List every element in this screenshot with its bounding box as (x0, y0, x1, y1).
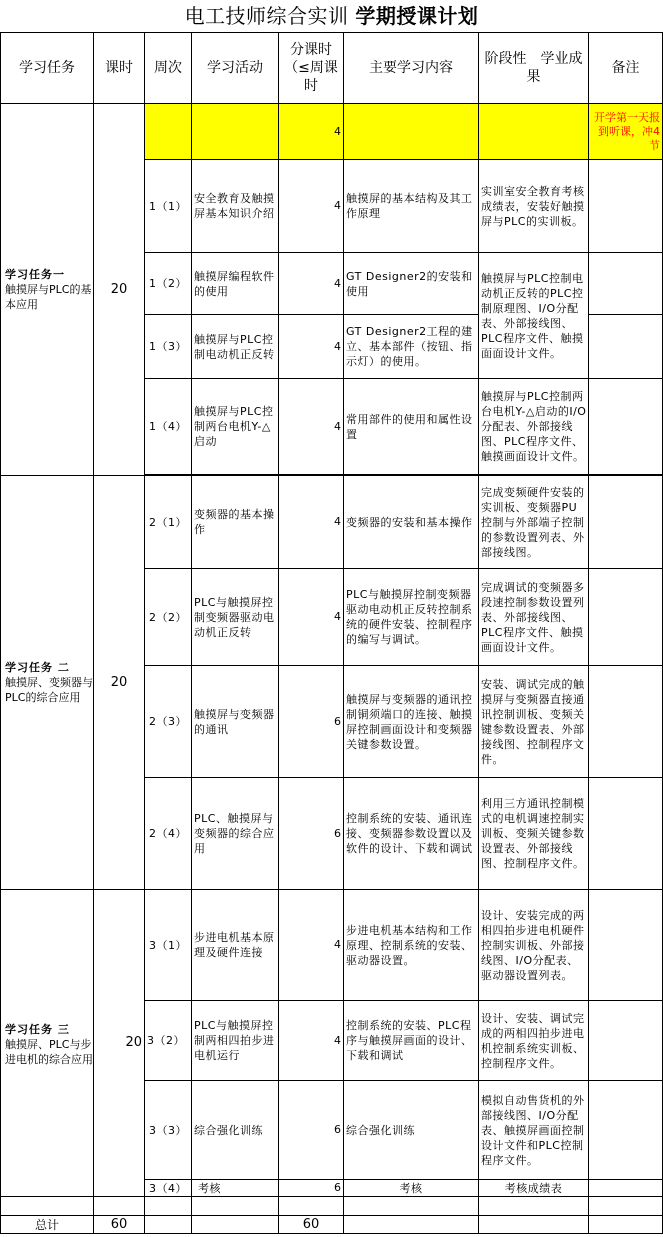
activity-cell: 触摸屏与变频器的通讯 (192, 666, 279, 778)
task-3-title: 学习任务 三 (5, 1023, 70, 1036)
content-cell (344, 1216, 479, 1234)
week-cell: 1（1） (145, 160, 192, 253)
outcome-cell: 完成变频硬件安装的实训板、变频器PU控制与外部端子控制的参数设置列表、外部接线图。 (479, 476, 589, 569)
activity-cell: 触摸屏与PLC控制电动机正反转 (192, 315, 279, 379)
week-cell: 3（1） (145, 890, 192, 1001)
outcome-cell: 模拟自动售货机的外部接线图、I/O分配表、触摸屏画面控制设计文件和PLC控制程序文件。 (479, 1081, 589, 1180)
task-2-subtitle: 触摸屏、变频器与PLC的综合应用 (5, 676, 93, 704)
content-cell: 综合强化训练 (344, 1081, 479, 1180)
sub-hours-cell: 4 (279, 160, 344, 253)
sub-hours-cell: 6 (279, 778, 344, 890)
week-cell: 3（3） (145, 1081, 192, 1180)
task-3-hours: 20 (94, 890, 145, 1197)
header-task: 学习任务 (1, 33, 94, 104)
week-cell: 2（3） (145, 666, 192, 778)
content-cell (344, 104, 479, 160)
sub-hours-cell: 6 (279, 1180, 344, 1197)
remark-cell (589, 1081, 663, 1180)
outcome-cell: 考核成绩表 (479, 1180, 589, 1197)
header-hours: 课时 (94, 33, 145, 104)
header-row (1, 33, 663, 104)
week-cell: 2（2） (145, 569, 192, 666)
page-title (0, 0, 663, 33)
content-cell: GT Designer2的安装和使用 (344, 253, 479, 315)
content-cell: 触摸屏的基本结构及其工作原理 (344, 160, 479, 253)
task-3-subtitle: 触摸屏、PLC与步进电机的综合应用 (5, 1038, 93, 1066)
header-content: 主要学习内容 (344, 33, 479, 104)
outcome-cell (479, 1216, 589, 1234)
header-outcome: 阶段性 学业成果 (479, 33, 589, 104)
activity-cell (192, 1216, 279, 1234)
activity-cell (192, 104, 279, 160)
activity-cell: 步进电机基本原理及硬件连接 (192, 890, 279, 1001)
content-cell: 步进电机基本结构和工作原理、控制系统的安装、驱动器设置。 (344, 890, 479, 1001)
task-2-cell (1, 476, 94, 890)
remark-cell (589, 476, 663, 569)
sub-hours-cell: 4 (279, 379, 344, 475)
outcome-cell: 安装、调试完成的触摸屏与变频器直接通讯控制训板、变频关键参数设置表、外部接线图、控制程序文件。 (479, 666, 589, 778)
header-activity: 学习活动 (192, 33, 279, 104)
content-cell: 触摸屏与变频器的通讯控制铜须端口的连接、触摸屏控制画面设计和变频器关键参数设置。 (344, 666, 479, 778)
week-cell (145, 1216, 192, 1234)
activity-cell: 触摸屏与PLC控制两台电机Y-△启动 (192, 379, 279, 475)
activity-cell: PLC与触摸屏控制两相四拍步进电机运行 (192, 1001, 279, 1081)
activity-cell: 触摸屏编程软件的使用 (192, 253, 279, 315)
table-row-spacer (1, 1197, 663, 1216)
content-cell: 控制系统的安装、通讯连接、变频器参数设置以及软件的设计、下载和调试 (344, 778, 479, 890)
sub-hours-cell: 4 (279, 1001, 344, 1081)
sub-hours-cell: 4 (279, 569, 344, 666)
outcome-cell: 利用三方通讯控制模式的电机调速控制实训板、变频关键参数设置表、外部接线图、控制程序文件。 (479, 778, 589, 890)
total-sub-hours: 60 (279, 1216, 344, 1234)
remark-cell (589, 1180, 663, 1197)
task-1-title: 学习任务一 (5, 268, 65, 281)
total-hours: 60 (94, 1216, 145, 1234)
remark-cell (589, 160, 663, 253)
sub-hours-cell: 6 (279, 666, 344, 778)
remark-cell (589, 569, 663, 666)
activity-cell: PLC、触摸屏与变频器的综合应用 (192, 778, 279, 890)
week-cell: 2（1） (145, 476, 192, 569)
content-cell: 控制系统的安装、PLC程序与触摸屏画面的设计、下载和调试 (344, 1001, 479, 1081)
title-plan: 学期授课计划 (355, 4, 479, 28)
header-sub-hours: 分课时（≤周课时 (279, 33, 344, 104)
sub-hours-cell: 4 (279, 476, 344, 569)
total-label: 总计 (1, 1216, 94, 1234)
table-row (1, 890, 663, 1001)
week-cell: 1（2） (145, 253, 192, 315)
week-cell: 1（4） (145, 379, 192, 475)
task-3-cell (1, 890, 94, 1197)
content-cell: GT Designer2工程的建立、基本部件（按钮、指示灯）的使用。 (344, 315, 479, 379)
sub-hours-cell: 4 (279, 890, 344, 1001)
remark-cell (589, 666, 663, 778)
header-week: 周次 (145, 33, 192, 104)
title-course: 电工技师综合实训 (184, 4, 349, 28)
remark-cell (589, 315, 663, 379)
task-2-hours: 20 (94, 476, 145, 890)
sub-hours-cell: 4 (279, 315, 344, 379)
week-cell: 1（3） (145, 315, 192, 379)
week-cell: 3（2） (145, 1001, 192, 1081)
outcome-cell: 设计、安装、调试完成的两相四拍步进电机控制系统实训板、控制程序文件。 (479, 1001, 589, 1081)
sub-hours-cell: 4 (279, 104, 344, 160)
content-cell: 变频器的安装和基本操作 (344, 476, 479, 569)
content-cell: 常用部件的使用和属性设置 (344, 379, 479, 475)
content-cell: 考核 (344, 1180, 479, 1197)
activity-cell: 安全教育及触摸屏基本知识介绍 (192, 160, 279, 253)
week-cell: 3（4） (145, 1180, 192, 1197)
activity-cell: 综合强化训练 (192, 1081, 279, 1180)
outcome-cell: 实训室安全教育考核成绩表，安装好触摸屏与PLC的实训板。 (479, 160, 589, 253)
week-cell (145, 104, 192, 160)
sub-hours-cell: 4 (279, 253, 344, 315)
sub-hours-cell: 6 (279, 1081, 344, 1180)
remark-cell (589, 1216, 663, 1234)
outcome-cell: 完成调试的变频器多段速控制参数设置列表、外部接线图、PLC程序文件、触摸画面设计文件。 (479, 569, 589, 666)
content-cell: PLC与触摸屏控制变频器驱动电动机正反转控制系统的硬件安装、控制程序的编写与调试。 (344, 569, 479, 666)
task-1-subtitle: 触摸屏与PLC的基本应用 (5, 283, 92, 311)
activity-cell: 变频器的基本操作 (192, 476, 279, 569)
task-1-cell (1, 104, 94, 476)
remark-cell (589, 890, 663, 1001)
outcome-cell (479, 104, 589, 160)
remark-cell (589, 1001, 663, 1081)
total-row (1, 1216, 663, 1234)
activity-cell: PLC与触摸屏控制变频器驱动电动机正反转 (192, 569, 279, 666)
activity-cell: 考核 (192, 1180, 279, 1197)
task-1-hours: 20 (94, 104, 145, 476)
week-cell: 2（4） (145, 778, 192, 890)
task-2-title: 学习任务 二 (5, 661, 70, 674)
remark-cell (589, 778, 663, 890)
outcome-cell: 触摸屏与PLC控制两台电机Y-△启动的I/O分配表、外部接线图、PLC程序文件、触摸画面设计文件。 (479, 379, 589, 475)
remark-cell (589, 379, 663, 475)
outcome-cell: 触摸屏与PLC控制电动机正反转的PLC控制原理图、I/O分配表、外部接线图、PLC程序文件、触摸面面设计文件。 (479, 253, 589, 379)
remark-cell (589, 253, 663, 315)
outcome-cell: 设计、安装完成的两相四拍步进电机硬件控制实训板、外部接线图、I/O分配表、驱动器设置列表。 (479, 890, 589, 1001)
table-row (1, 476, 663, 569)
teaching-plan-table (0, 32, 663, 1234)
remark-cell: 开学第一天报到听课，冲4节 (589, 104, 663, 160)
header-remark: 备注 (589, 33, 663, 104)
table-row (1, 104, 663, 160)
